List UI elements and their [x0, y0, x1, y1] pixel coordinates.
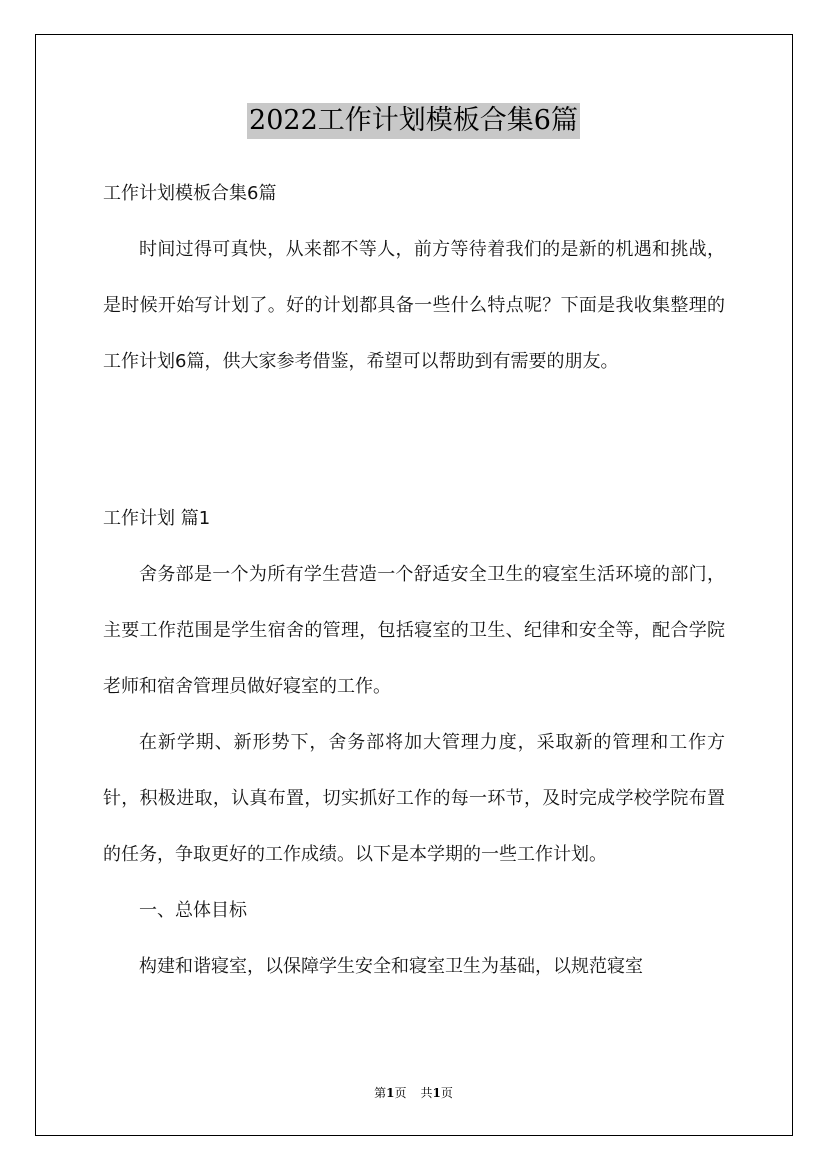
goal-paragraph: 构建和谐寝室，以保障学生安全和寝室卫生为基础，以规范寝室 — [139, 956, 643, 977]
page-footer — [0, 1084, 827, 1101]
section-paragraph-1: 舍务部是一个为所有学生营造一个舒适安全卫生的寝室生活环境的部门，主要工作范围是学生宿舍的管理，包括寝室的卫生、纪律和安全等，配合学院老师和宿舍管理员做好寝室的工作。 — [103, 564, 725, 697]
footer-page-total: 1 — [432, 1086, 441, 1100]
footer-total-suffix: 页 — [440, 1086, 453, 1100]
document-title — [0, 103, 827, 139]
footer-page-suffix: 页 — [394, 1086, 407, 1100]
sub-heading-goal: 一、总体目标 — [139, 900, 247, 921]
section-paragraph-2: 在新学期、新形势下，舍务部将加大管理力度，采取新的管理和工作方针，积极进取，认真布置，切实抓好工作的每一环节，及时完成学校学院布置的任务，争取更好的工作成绩。以下是本学期的一些工作计划。 — [103, 732, 725, 865]
footer-total-prefix: 共 — [420, 1086, 433, 1100]
section-heading: 工作计划 篇1 — [103, 508, 211, 529]
footer-page-current: 1 — [386, 1086, 395, 1100]
document-title-text: 2022工作计划模板合集6篇 — [247, 103, 580, 139]
section-1 — [103, 491, 725, 995]
document-subtitle: 工作计划模板合集6篇 — [103, 183, 277, 204]
document-body — [103, 166, 725, 390]
intro-paragraph: 时间过得可真快，从来都不等人，前方等待着我们的是新的机遇和挑战，是时候开始写计划了。好的计划都具备一些什么特点呢？下面是我收集整理的工作计划6篇，供大家参考借鉴，希望可以帮助到有需要的朋友。 — [103, 239, 725, 372]
footer-page-prefix: 第 — [374, 1086, 387, 1100]
